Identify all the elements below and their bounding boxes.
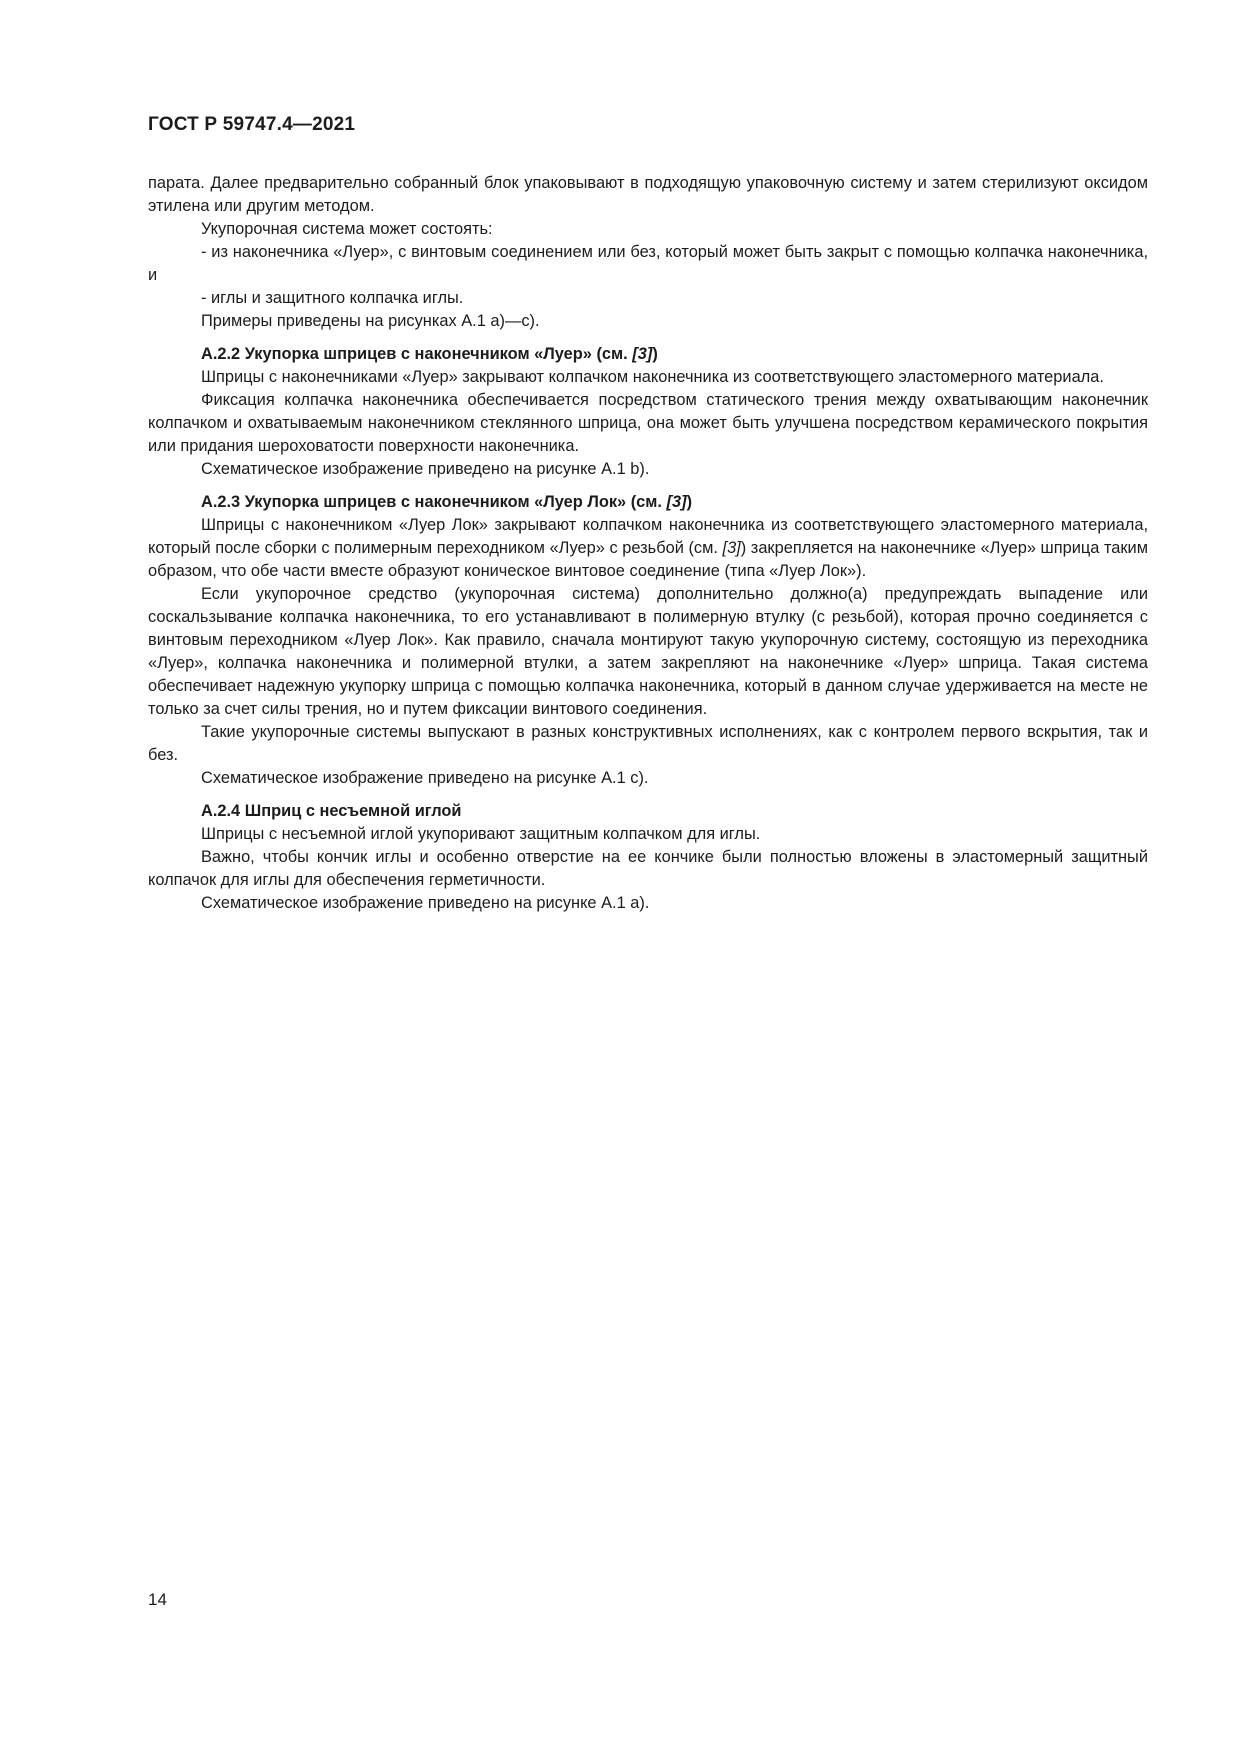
paragraph: Если укупорочное средство (укупорочная система) дополнительно должно(а) предупреждать выпадение или соскальзывание колпачка наконечника, то его устанавливают в полимерную втулку (с резьбой), которая прочно соединяется с винтовым переходником «Луер Лок». Как правило, сначала монтируют такую укупорочную систему, состоящую из переходника «Луер», колпачка наконечника и полимерной втулки, а затем закрепляют на наконечнике «Луер» шприца. Такая система обеспечивает надежную укупорку шприца с помощью колпачка наконечника, который в данном случае удерживается на месте не только за счет силы трения, но и путем фиксации винтового соединения. [148,585,1148,718]
section-heading-a22 [148,343,1148,366]
paragraph [148,514,1148,583]
paragraph-text: ) закрепляется на наконечнике «Луер» шприца таким образом, что обе части вместе образуют коническое винтовое соединение (типа «Луер Лок»). [148,539,1148,580]
document-code: ГОСТ Р 59747.4—2021 [148,114,356,135]
heading-text: А.2.3 Укупорка шприцев с наконечником «Луер Лок» (см. [201,493,667,511]
document-body [148,172,1148,915]
citation-ref: [3] [632,345,653,363]
citation-ref: [3] [722,539,741,557]
paragraph-text: Шприцы с наконечником «Луер Лок» закрывают колпачком наконечника из соответствующего эластомерного материала, который после сборки с полимерным переходником «Луер» с резьбой (см. [148,516,1148,557]
paragraph: Фиксация колпачка наконечника обеспечивается посредством статического трения между охватывающим наконечник колпачком и охватываемым наконечником стеклянного шприца, она может быть улучшена посредством керамического покрытия или придания шероховатости поверхности наконечника. [148,391,1148,455]
paragraph: парата. Далее предварительно собранный блок упаковывают в подходящую упаковочную систему и затем стерилизуют оксидом этилена или другим методом. [148,174,1148,215]
heading-text-end: ) [652,345,658,363]
citation-ref: [3] [666,493,687,511]
paragraph: Схематическое изображение приведено на рисунке А.1 b). [201,460,650,478]
paragraph: Схематическое изображение приведено на рисунке А.1 а). [201,894,650,912]
paragraph: Важно, чтобы кончик иглы и особенно отверстие на ее кончике были полностью вложены в эластомерный защитный колпачок для иглы для обеспечения герметичности. [148,848,1148,889]
paragraph: Шприцы с наконечниками «Луер» закрывают колпачком наконечника из соответствующего эластомерного материала. [201,368,1104,386]
paragraph: Шприцы с несъемной иглой укупоривают защитным колпачком для иглы. [201,825,761,843]
paragraph: Примеры приведены на рисунках А.1 а)—с). [201,312,540,330]
paragraph: Укупорочная система может состоять: [201,220,493,238]
section-heading-a23 [148,491,1148,514]
heading-text-end: ) [686,493,693,511]
list-item: - иглы и защитного колпачка иглы. [201,289,464,307]
paragraph: Такие укупорочные системы выпускают в разных конструктивных исполнениях, как с контролем первого вскрытия, так и без. [148,723,1148,764]
list-item: - из наконечника «Луер», с винтовым соединением или без, который может быть закрыт с помощью колпачка наконечника, и [148,243,1148,284]
page-number: 14 [148,1590,167,1609]
section-heading-a24: А.2.4 Шприц с несъемной иглой [201,802,462,820]
paragraph: Схематическое изображение приведено на рисунке А.1 с). [201,769,649,787]
heading-text: А.2.2 Укупорка шприцев с наконечником «Луер» (см. [201,345,633,363]
